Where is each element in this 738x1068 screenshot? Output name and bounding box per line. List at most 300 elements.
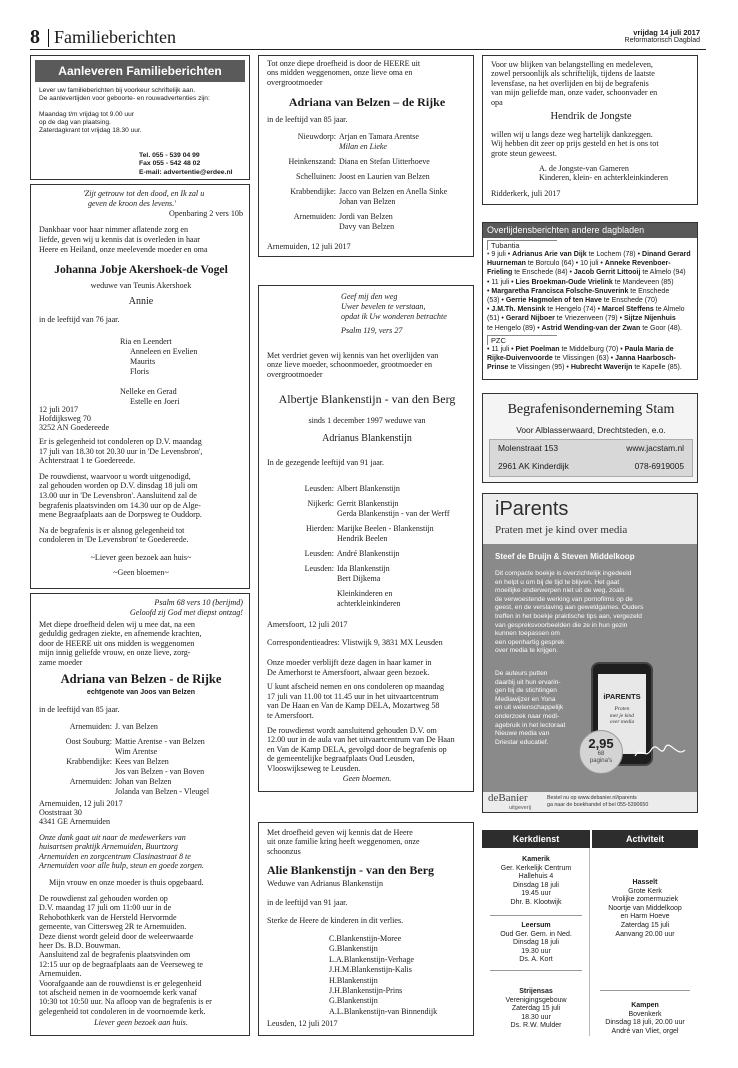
aanleveren-box xyxy=(30,55,250,180)
notice-line: • 11 juli • Lies Broekman-Oude Vrielink te Mandeveen (85) xyxy=(487,278,674,286)
text-line: Arnemuiden en zorgcentrum Clasinastraat 8 te xyxy=(39,851,191,861)
notice-line: • 11 juli • Piet Poelman te Middelburg (70) • Paula Maria de xyxy=(487,345,674,353)
spouse-line: echtgenote van Joos van Belzen xyxy=(86,689,196,696)
intro-line: geduldig gedragen ziekte, en afnemende krachten, xyxy=(39,629,202,639)
address-line: 12 juli 2017 xyxy=(39,405,79,414)
header-date: vrijdag 14 juli 2017 xyxy=(633,28,700,37)
signature-scribble-icon xyxy=(633,742,687,762)
thanks-notice-de-jongste xyxy=(482,55,698,205)
family-member: Ida Blankenstijn xyxy=(337,564,390,573)
text-line: de gemeentelijke begraafplaats Oud Leusden, xyxy=(267,754,415,764)
family-member: C.Blankenstijn-Moree xyxy=(329,934,402,943)
service-line: 19.30 uur xyxy=(521,947,551,955)
family-member: Arjan en Tamara Arentse xyxy=(339,132,419,141)
family-member: J. van Belzen xyxy=(115,722,158,731)
intro-line: ons midden weggenomen, onze lieve oma en xyxy=(267,68,413,78)
intro-line: Met verdriet geven wij kennis van het overlijden van xyxy=(267,351,439,360)
notice-place: te Hengelo (89) xyxy=(487,324,536,332)
contact-tel: Tel. 055 - 539 04 99 xyxy=(139,152,200,159)
notice-place: te Vlissingen (63) xyxy=(554,355,609,363)
intro-line: Met droefheid geven wij kennis dat de Heere xyxy=(267,828,413,837)
family-member: Milan en Lieke xyxy=(339,142,387,151)
family-place: Krabbendijke: xyxy=(66,757,112,766)
notice-line: (51) • Gerard Nijboer te Vriezenveen (79) • Sijtze Nijenhuis xyxy=(487,315,676,323)
intro-line: liefde, geven wij u kennis dat is overleden in haar xyxy=(39,235,200,244)
text-line: en Van de Kamp DELA, gevolgd door de begrafenis op xyxy=(267,744,447,754)
order-line: ga naar de boekhandel of bel 055-5390650 xyxy=(547,802,649,808)
service-line: Verenigingsgebouw xyxy=(505,996,567,1004)
notice-intro xyxy=(267,828,469,856)
service-line: Hallehuis 4 xyxy=(518,873,554,881)
thanks-text xyxy=(491,130,693,158)
publisher-sub: uitgeverij xyxy=(509,805,532,811)
age-line: in de leeftijd van 85 jaar. xyxy=(267,115,348,124)
aanleveren-title-text: Aanleveren Familieberichten xyxy=(58,64,222,78)
notice-age: (53) xyxy=(487,297,500,305)
text-line: mene Begraafplaats aan de Dorpsweg te Ouddorp. xyxy=(39,510,202,520)
text-line: grote steun geweest. xyxy=(491,148,557,158)
notice-name: Rijke-Duivenvoorde xyxy=(487,355,553,363)
family-member: Wim Arentse xyxy=(115,747,158,756)
family-place: Heinkenszand: xyxy=(288,157,336,166)
notice-date: 11 juli xyxy=(491,278,510,286)
text-line: treffen in het boekje praktische tips aan, vergezeld xyxy=(495,612,642,620)
deceased-name: Albertje Blankenstijn - van den Berg xyxy=(278,392,456,406)
intro-line: Dankbaar voor haar nimmer aflatende zorg en xyxy=(39,225,189,234)
funeral-home-title: Begrafenisonderneming Stam xyxy=(507,402,675,417)
notice-place: te Almelo (94) xyxy=(642,269,686,277)
text-line: De rouwdienst zal gehouden worden op xyxy=(39,894,168,903)
family-member: Diana en Stefan Uitterhoeve xyxy=(339,157,430,166)
condolence-text xyxy=(39,437,245,545)
text-line: van gespreksvoorbeelden die ze in hun gezin xyxy=(495,621,628,629)
church-service-column xyxy=(482,830,590,1036)
aanleveren-line: Lever uw familieberichten bij voorkeur schriftelijk aan. xyxy=(39,87,196,94)
notice-name: Sijtze Nijenhuis xyxy=(623,315,676,323)
text-line: 17 juli van 11.00 tot 11.45 uur in het uitvaartcentrum xyxy=(267,691,439,701)
order-line[interactable]: Bestel nu op www.debanier.nl/iparents xyxy=(547,795,637,801)
text-line: opa xyxy=(491,97,503,107)
text-line: Arnemuiden voor alle hulp, steun en goede zorgen. xyxy=(39,861,204,871)
death-notice-van-belzen-grandchildren xyxy=(258,55,474,257)
notice-name: Anneke Revenboer- xyxy=(604,260,671,268)
text-line: De rouwdienst, waarvoor u wordt uitgenodigd, xyxy=(39,471,191,481)
text-line: 10:30 tot 10:50 uur. Na afloop van de begrafenis is er xyxy=(39,997,212,1007)
activity-line: Aanvang 20.00 uur xyxy=(615,930,675,938)
header-rule xyxy=(30,49,706,50)
service-line: Ger. Kerkelijk Centrum xyxy=(500,864,572,872)
family-place: Hierden: xyxy=(306,524,334,533)
paper-name: Tubantia xyxy=(487,240,557,250)
deceased-name: Hendrik de Jongste xyxy=(550,111,632,122)
family-place: Arnemuiden: xyxy=(69,777,112,786)
text-line: geest, en de verslaving aan geweldgames. Ouders xyxy=(495,604,644,612)
family-list xyxy=(120,337,197,407)
church-service-title: Kerkdienst xyxy=(482,830,590,848)
widow-line: Weduwe van Adrianus Blankenstijn xyxy=(267,879,384,888)
iparents-body xyxy=(483,544,698,792)
activity-item xyxy=(592,879,698,939)
page-count: 68 xyxy=(597,751,605,757)
family-place: Schelluinen: xyxy=(296,172,336,181)
text-line: U kunt afscheid nemen en ons condoleren op maandag xyxy=(267,682,445,692)
home-line: Mijn vrouw en onze moeder is thuis opgebaard. xyxy=(49,878,204,887)
quote-line: geven de kroon des levens.' xyxy=(88,199,176,208)
intro-line: onze lieve moeder, schoonmoeder, grootmoeder en xyxy=(267,360,432,370)
quote-line: Psalm 68 vers 10 (berijmd) xyxy=(154,598,243,607)
quote-reference: Psalm 119, vers 27 xyxy=(341,326,403,335)
signature-line: Kinderen, klein- en achterkleinkinderen xyxy=(539,173,668,183)
book-subtitle-line: met je kind xyxy=(609,712,635,719)
funeral-home-website[interactable]: www.jacstam.nl xyxy=(626,443,684,453)
family-member: Marijke Beelen - Blankenstijn xyxy=(337,524,434,533)
family-place: Arnemuiden: xyxy=(69,722,112,731)
notice-name: Marcel Steffens xyxy=(602,306,654,314)
text-line: Mediawijzer en Yona xyxy=(495,695,556,703)
text-line: en helpt u om bij de tijd te blijven. Het gaat xyxy=(495,578,620,586)
text-line: Aansluitend zal de begrafenis plaatsvinden om xyxy=(39,950,191,960)
family-place: Leusden: xyxy=(304,564,334,573)
notice-place: te Borculo (64) xyxy=(527,260,574,268)
text-line: huisartsen praktijk Arnemuiden, Buurtzorg xyxy=(39,842,178,852)
text-line: heer Ds. B.D. Bouwman. xyxy=(39,941,121,951)
text-line: Nieuwe media van xyxy=(495,730,550,738)
intro-line: Heere en Heiland, onze meelevende moeder en oma xyxy=(39,245,208,254)
text-line: en uit wetenschappelijk xyxy=(495,704,564,712)
family-member: Jordi van Belzen xyxy=(339,212,393,221)
text-line: Wij hebben dit zeer op prijs gesteld en het is ons tot xyxy=(491,139,659,149)
notice-place: te Goor (48). xyxy=(642,324,682,332)
text-line: Driestar educatief. xyxy=(495,738,549,746)
strength-line: Sterke de Heere de kinderen in dit verlies. xyxy=(267,916,404,925)
notice-quote xyxy=(39,598,243,618)
quote-line: Geloofd zij God met diepst ontzag! xyxy=(129,608,243,617)
family-member: J.H.Blankenstijn-Prins xyxy=(329,986,403,996)
text-line: Dit compacte boekje is overzichtelijk ingedeeld xyxy=(495,570,632,577)
family-member: Ria en Leendert xyxy=(120,337,172,346)
closing-line: Geen bloemen. xyxy=(342,774,392,783)
service-line: Ds. A. Kort xyxy=(519,956,553,964)
death-notice-blankenstijn-children xyxy=(258,285,474,792)
other-papers-list xyxy=(487,240,697,372)
notice-date: 11 juli xyxy=(491,345,510,353)
thanks-text xyxy=(39,833,245,871)
intro-line: mijn innig geliefde vrouw, en onze lieve, zorg- xyxy=(39,648,191,658)
death-notice-akershoek xyxy=(30,184,250,589)
notice-name: Piet Poelman xyxy=(515,345,560,353)
text-line: De auteurs putten xyxy=(495,670,548,677)
iparents-authors-text xyxy=(495,670,585,747)
notice-date: 9 juli xyxy=(491,251,506,258)
funeral-home-contact xyxy=(489,439,693,477)
text-line: Onze dank gaat uit naar de medewerkers van xyxy=(39,833,186,842)
family-member: Hendrik Beelen xyxy=(337,534,388,543)
notice-name: Frieling xyxy=(487,269,513,277)
order-info xyxy=(547,795,648,809)
item-divider xyxy=(490,970,582,971)
notice-line: Prinse te Vlissingen (95) • Hubrecht Waverijn te Kapelle (85). xyxy=(487,364,682,372)
family-list xyxy=(265,132,473,232)
family-list xyxy=(329,934,437,1017)
closing-line: ~Geen bloemen~ xyxy=(113,568,169,577)
activity-line: Dinsdag 18 juli, 20.00 uur xyxy=(605,1019,685,1027)
book-subtitle xyxy=(598,706,646,726)
place-date: Leusden, 12 juli 2017 xyxy=(267,1019,338,1028)
family-place: Arnemuiden: xyxy=(293,212,336,221)
widow-line: weduwe van Teunis Akershoek xyxy=(90,281,192,290)
place-date: Amersfoort, 12 juli 2017 xyxy=(267,620,348,629)
correspondence-address: Correspondentieadres: Vlistwijk 9, 3831 MX Leusden xyxy=(267,638,443,647)
service-text xyxy=(39,894,245,1016)
activity-line: André van Vliet, orgel xyxy=(611,1027,679,1035)
family-member: Gerda Blankenstijn - van der Werff xyxy=(337,509,450,518)
thanks-text xyxy=(491,60,693,107)
family-place: Oost Souburg: xyxy=(65,737,112,746)
text-line: begrafenis plaatsvinden om 14.30 uur op de Alge- xyxy=(39,500,201,510)
iparents-authors: Steef de Bruijn & Steven Middelkoop xyxy=(495,552,635,561)
family-member: Davy van Belzen xyxy=(339,222,395,231)
intro-line: Tot onze diepe droefheid is door de HEERE uit xyxy=(267,59,421,68)
book-subtitle-line: Praten xyxy=(614,706,630,712)
iparents-title: iParents xyxy=(495,498,569,520)
family-member: Gerrit Blankenstijn xyxy=(337,499,399,508)
activity-line: Vrolijke zomermuziek xyxy=(611,896,679,904)
aanleveren-contact xyxy=(139,152,233,177)
family-member: achterkleinkinderen xyxy=(337,599,401,608)
funeral-home-region: Voor Alblasserwaard, Drechtsteden, e.o. xyxy=(516,425,666,435)
notice-name: Huurneman xyxy=(487,260,526,268)
closing-line: ~Liever geen bezoek aan huis~ xyxy=(90,553,192,562)
age-line: in de leeftijd van 91 jaar. xyxy=(267,898,348,907)
address-line: 3252 AN Goedereede xyxy=(39,423,110,432)
family-member: L.A.Blankenstijn-Verhage xyxy=(329,954,414,964)
price: 2,95 xyxy=(588,736,614,751)
signature-line: A. de Jongste-van Gameren xyxy=(539,164,629,173)
family-member: G.Blankenstijn xyxy=(329,996,378,1006)
text-line: Na de begrafenis is er alsnog gelegenheid tot xyxy=(39,525,185,535)
text-line: de verwoestende werking van pornofilms op de xyxy=(495,595,633,603)
aanleveren-line: op de dag van plaatsing. xyxy=(39,119,111,126)
text-line: 17 juli van 18.30 tot 20.30 uur in 'De Levensbron', xyxy=(39,446,203,456)
iparents-subtitle: Praten met je kind over media xyxy=(495,524,628,536)
text-line: Onze moeder verblijft deze dagen in haar kamer in xyxy=(267,658,432,667)
family-place: Leusden: xyxy=(304,549,334,558)
activity-line: Bovenkerk xyxy=(628,1010,662,1018)
service-line: Zaterdag 15 juli xyxy=(511,1005,561,1013)
text-line: levensfase, na het overlijden en bij de begrafenis xyxy=(491,78,649,88)
address-line: 4341 GE Arnemuiden xyxy=(39,817,111,826)
funeral-home-street: Molenstraat 153 xyxy=(498,443,559,453)
family-member: Jos van Belzen - van Boven xyxy=(115,767,205,776)
notice-line: te Hengelo (89) • Astrid Wending-van der Zwan te Goor (48). xyxy=(487,324,682,332)
service-place: Kamerik xyxy=(522,856,550,863)
family-member: Mattie Arentse - van Belzen xyxy=(115,737,205,746)
text-line: kunnen toepassen om xyxy=(495,630,560,638)
deceased-name: Adriana van Belzen – de Rijke xyxy=(288,95,446,109)
page-header xyxy=(30,28,708,50)
death-notice-blankenstijn-in-laws xyxy=(258,822,474,1036)
notice-name: Astrid Wending-van der Zwan xyxy=(541,324,641,332)
death-notice-van-belzen-family xyxy=(30,593,250,1036)
notice-line: Huurneman te Borculo (64) • 10 juli • Anneke Revenboer- xyxy=(487,260,671,268)
family-list xyxy=(39,722,249,797)
family-member: Maurits xyxy=(130,357,156,366)
nickname: Annie xyxy=(128,296,154,307)
notice-place: te Vriezenveen (79) xyxy=(556,315,618,323)
service-place: Leersum xyxy=(521,922,551,929)
age-line: In de gezegende leeftijd van 91 jaar. xyxy=(267,458,385,467)
text-line: 12:15 uur op de begraafplaats aan de Veerseweg te xyxy=(39,959,203,969)
place-date: Ridderkerk, juli 2017 xyxy=(491,189,561,198)
family-member: Kees van Belzen xyxy=(115,757,169,766)
header-paper: Reformatorisch Dagblad xyxy=(624,37,700,44)
aanleveren-line: Maandag t/m vrijdag tot 9.00 uur xyxy=(39,111,134,118)
service-line: 18.30 uur xyxy=(521,1013,551,1021)
page-label: pagina's xyxy=(589,758,613,764)
aanleveren-line: Zaterdagkrant tot vrijdag 18.30 uur. xyxy=(39,127,142,134)
other-papers-box xyxy=(482,222,698,380)
notice-place: te Hengelo (74) xyxy=(547,306,596,314)
family-member: Anneleen en Evelien xyxy=(130,347,198,356)
funeral-home-city: 2961 AK Kinderdijk xyxy=(498,461,569,471)
notice-intro xyxy=(39,225,245,255)
service-line: Dinsdag 18 juli xyxy=(513,881,559,889)
intro-line: schoonzus xyxy=(267,846,301,856)
notice-place: te Middelburg (70) xyxy=(561,345,619,353)
other-papers-title-text: Overlijdensberichten andere dagbladen xyxy=(487,225,645,235)
notice-name: Lies Broekman-Oude Vrielink xyxy=(515,278,613,286)
activity-line: Grote Kerk xyxy=(628,887,662,895)
closing-line: Liever geen bezoek aan huis. xyxy=(94,1018,188,1027)
book-subtitle-line: over media xyxy=(609,719,635,725)
iparents-ad xyxy=(482,493,698,813)
condolence-text xyxy=(267,658,471,774)
activity-line: Zaterdag 15 juli xyxy=(620,921,670,929)
page-number: 8 xyxy=(30,26,40,48)
family-member: Johan van Belzen xyxy=(115,777,172,786)
service-line: Oud Ger. Gem. in Ned. xyxy=(500,930,572,938)
family-place: Leusden: xyxy=(304,484,334,493)
notice-name: Adrianus Arie van Dijk xyxy=(512,251,587,258)
text-line: condoleren in 'De Levensbron' te Goedereede. xyxy=(39,535,189,545)
text-line: van De Haan en Van de Kamp DELA, Mozartweg 58 xyxy=(267,701,440,711)
notice-quote xyxy=(341,292,447,336)
paper-name: PZC xyxy=(487,335,557,345)
text-line: een openhartig gesprek xyxy=(495,638,565,646)
publisher-logo: deBanier xyxy=(488,792,528,804)
iparents-header xyxy=(483,494,698,544)
family-member: Nelleke en Gerad xyxy=(120,387,177,396)
church-service-item xyxy=(482,988,590,1031)
price-badge xyxy=(579,730,623,774)
text-line: 13.00 uur in 'De Levensbron'. Aansluitend zal de xyxy=(39,490,197,500)
text-line: Voor uw blijken van belangstelling en medeleven, xyxy=(491,60,653,69)
funeral-home-phone: 078-6919005 xyxy=(634,461,684,471)
item-divider xyxy=(490,915,582,916)
since-line: sinds 1 december 1997 weduwe van xyxy=(308,416,426,425)
contact-email[interactable]: E-mail: advertentie@erdee.nl xyxy=(139,168,233,176)
text-line: willen wij u langs deze weg hartelijk dankzeggen. xyxy=(491,130,653,139)
service-line: Ds. R.W. Mulder xyxy=(510,1022,562,1030)
address-block xyxy=(39,799,123,826)
deceased-name: Alie Blankenstijn - van den Berg xyxy=(267,863,435,877)
notice-name: Janna Haarbosch- xyxy=(615,355,676,363)
intro-line: Met diepe droefheid delen wij u mee dat, na een xyxy=(39,620,195,629)
aanleveren-line: De aanlevertijden voor geboorte- en rouwadvertenties zijn: xyxy=(39,95,210,102)
text-line: 12.00 uur in de aula van het uitvaartcentrum van De Haan xyxy=(267,735,455,745)
activity-line: en Harm Hoeve xyxy=(620,913,670,921)
husband-name: Adrianus Blankenstijn xyxy=(322,433,412,444)
other-papers-title xyxy=(483,223,698,238)
notice-line: • 9 juli • Adrianus Arie van Dijk te Lochem (78) • Dinand Gerard xyxy=(487,251,691,258)
text-line: Achterstraat 1 te Goedereede. xyxy=(39,456,136,466)
family-member: Kleinkinderen en xyxy=(337,589,393,598)
deceased-name: Johanna Jobje Akershoek-de Vogel xyxy=(54,263,228,276)
text-line: gen bij de stichtingen xyxy=(495,687,557,695)
notice-place: te Vlissingen (95) xyxy=(510,364,565,372)
notice-place: te Mandeveen (85) xyxy=(614,278,674,286)
notice-quote xyxy=(39,189,243,219)
notice-name: Prinse xyxy=(487,364,509,372)
iparents-description xyxy=(495,570,693,656)
notice-name: Hubrecht Waverijn xyxy=(570,364,633,372)
notice-name: Gerard Nijboer xyxy=(505,315,555,323)
family-list xyxy=(265,484,473,609)
text-line: De rouwdienst wordt aansluitend gehouden D.V. om xyxy=(267,725,437,735)
family-member: Jacco van Belzen en Anella Sinke xyxy=(339,187,448,196)
notice-name: Margaretha Francisca Folsche-Snuverink xyxy=(491,287,629,295)
family-member: J.H.M.Blankenstijn-Kalis xyxy=(329,965,412,975)
intro-line: zame moeder xyxy=(39,657,83,667)
family-member: Albert Blankenstijn xyxy=(337,484,400,493)
notice-date: 10 juli xyxy=(580,260,599,268)
notice-age: (51) xyxy=(487,315,500,323)
place-date: Arnemuiden, 12 juli 2017 xyxy=(267,242,351,251)
address-line: Arnemuiden, 12 juli 2017 xyxy=(39,799,123,808)
text-line: moeilijke onderwerpen niet uit de weg, zoals xyxy=(495,587,625,595)
intro-line: overgrootmoeder xyxy=(267,77,323,87)
notice-line: • Margaretha Francisca Folsche-Snuverink te Enschede xyxy=(487,287,670,295)
address-line: Hofdijksweg 70 xyxy=(39,414,91,423)
text-line: Er is gelegenheid tot condoleren op D.V. maandag xyxy=(39,437,202,446)
text-line: zowel persoonlijk als schriftelijk, tijdens de laatste xyxy=(491,69,655,79)
notice-intro xyxy=(267,351,469,379)
family-place: Nijkerk: xyxy=(307,499,334,508)
intro-line: overgrootmoeder xyxy=(267,369,323,379)
quote-line: Uwer bevelen te verstaan, xyxy=(341,302,426,311)
church-service-item xyxy=(482,922,590,965)
signature xyxy=(539,164,668,183)
activity-line: Noortje van Middelkoop xyxy=(608,904,682,912)
family-member: G.Blankenstijn xyxy=(329,944,378,954)
notice-place: te Enschede (70) xyxy=(603,297,658,305)
family-member: André Blankenstijn xyxy=(337,549,400,558)
iparents-footer xyxy=(483,792,698,813)
notice-place: te Enschede xyxy=(630,287,670,295)
service-line: Dinsdag 18 juli xyxy=(513,939,559,947)
family-member: Johan van Belzen xyxy=(339,197,396,206)
quote-line: Geef mij den weg xyxy=(341,292,398,301)
text-line: van mijn geliefde man, onze vader, schoonvader en xyxy=(491,88,658,98)
notice-line: (53) • Gerrie Hagmolen of ten Have te Enschede (70) xyxy=(487,297,658,305)
notice-line: • J.M.Th. Mensink te Hengelo (74) • Marcel Steffens te Almelo xyxy=(487,306,685,314)
text-line: De Amerhorst te Amersfoort, alwaar geen bezoek. xyxy=(267,667,430,677)
deceased-name: Adriana van Belzen - de Rijke xyxy=(60,672,222,686)
notice-name: Jacob Gerrit Littooij xyxy=(573,269,641,277)
family-place: Nieuwdorp: xyxy=(297,132,336,141)
family-member: Estelle en Joeri xyxy=(130,397,180,406)
intro-line: door de HEERE uit ons midden is weggenomen xyxy=(39,638,195,648)
